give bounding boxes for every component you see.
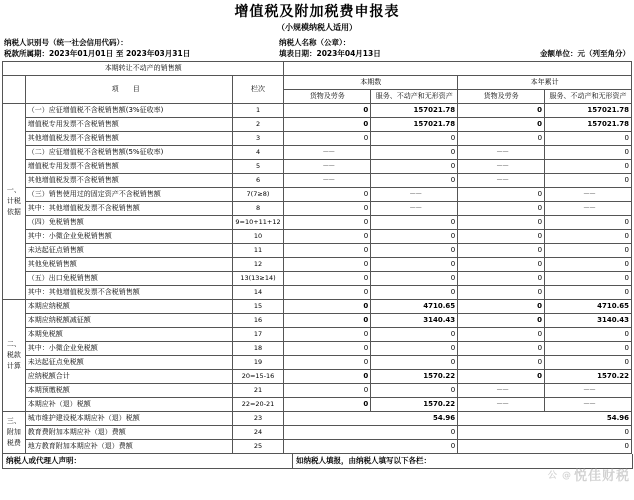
cell-goods-ytd: －－: [458, 146, 545, 160]
table-row: [3, 384, 632, 398]
cell-goods-current: 0: [284, 356, 371, 370]
cell-current-period-merged: 0: [284, 426, 458, 440]
table-row: [3, 216, 632, 230]
cell-services-current: －－: [371, 202, 458, 216]
amount-unit-label: 金额单位：元（列至角分）: [540, 49, 630, 58]
table-row: [3, 188, 632, 202]
table-row: [3, 258, 632, 272]
cell-services-current: 0: [371, 258, 458, 272]
section-label-line: 计税: [6, 197, 21, 205]
column-group-year-to-date: 本年累计: [458, 76, 632, 90]
header-section-spacer: [3, 76, 26, 104]
cell-goods-current: 0: [284, 258, 371, 272]
cell-goods-ytd: 0: [458, 286, 545, 300]
row-item-label: 本期应补（退）税额: [25, 398, 232, 412]
cell-goods-current: 0: [284, 370, 371, 384]
cell-goods-current: －－: [284, 160, 371, 174]
declaration-table: [2, 61, 632, 454]
column-header-services-ytd: 服务、不动产和无形资产: [545, 90, 632, 104]
cell-goods-ytd: 0: [458, 202, 545, 216]
row-item-label: 应纳税额合计: [25, 370, 232, 384]
row-item-label: 教育费附加本期应补（退）费额: [25, 426, 232, 440]
tax-period-label: 税款所属期：: [4, 49, 49, 58]
cell-services-ytd: 0: [545, 342, 632, 356]
row-item-label: 未达起征点销售额: [25, 244, 232, 258]
cell-goods-ytd: －－: [458, 174, 545, 188]
cell-goods-current: 0: [284, 300, 371, 314]
cell-services-current: 0: [371, 216, 458, 230]
cell-services-ytd: －－: [545, 384, 632, 398]
cell-goods-ytd: 0: [458, 342, 545, 356]
column-header-goods-current: 货物及劳务: [284, 90, 371, 104]
cell-goods-current: 0: [284, 328, 371, 342]
row-line-number: 2: [232, 118, 284, 132]
cell-services-ytd: 1570.22: [545, 370, 632, 384]
section-label-line: 税款: [6, 351, 21, 359]
row-item-label: 其中：其他增值税发票不含税销售额: [25, 202, 232, 216]
section-label-line: 依据: [6, 208, 21, 216]
table-row: [3, 426, 632, 440]
row-line-number: 15: [232, 300, 284, 314]
cell-services-current: 4710.65: [371, 300, 458, 314]
row-item-label: 本期免税额: [25, 328, 232, 342]
row-item-label: 其中：小微企业免税销售额: [25, 230, 232, 244]
footer-row: [3, 454, 633, 469]
cell-goods-current: 0: [284, 104, 371, 118]
row-item-label: （一）应征增值税不含税销售额(3%征收率): [25, 104, 232, 118]
cell-services-current: 0: [371, 146, 458, 160]
page-title: 增值税及附加税费申报表: [234, 4, 400, 20]
cell-goods-current: 0: [284, 314, 371, 328]
cell-services-ytd: 157021.78: [545, 118, 632, 132]
section-label-line: 税费: [6, 439, 21, 447]
section-label-line: 二、: [6, 340, 21, 348]
table-header-row-groups: [3, 76, 632, 90]
cell-services-ytd: 157021.78: [545, 104, 632, 118]
row-line-number: 4: [232, 146, 284, 160]
row-item-label: 本期预缴税额: [25, 384, 232, 398]
fill-date: [279, 48, 540, 59]
table-row: [3, 328, 632, 342]
cell-services-ytd: 0: [545, 272, 632, 286]
cell-services-current: 0: [371, 244, 458, 258]
cell-goods-ytd: 0: [458, 132, 545, 146]
cell-services-current: 0: [371, 286, 458, 300]
cell-services-ytd: 0: [545, 244, 632, 258]
cell-goods-ytd: 0: [458, 328, 545, 342]
row-line-number: 9=10+11+12: [232, 216, 284, 230]
row-item-label: 增值税专用发票不含税销售额: [25, 118, 232, 132]
cell-services-ytd: 3140.43: [545, 314, 632, 328]
row-item-label: 其他增值税发票不含税销售额: [25, 132, 232, 146]
row-item-label: 地方教育附加本期应补（退）费额: [25, 440, 232, 454]
cell-services-current: 0: [371, 328, 458, 342]
row-item-label: （二）应征增值税不含税销售额(5%征收率): [25, 146, 232, 160]
row-item-label: （五）出口免税销售额: [25, 272, 232, 286]
cell-goods-ytd: 0: [458, 370, 545, 384]
declaration-table-body: [3, 62, 632, 454]
cell-goods-ytd: 0: [458, 300, 545, 314]
cell-ytd-merged: 0: [458, 440, 632, 454]
row-line-number: 3: [232, 132, 284, 146]
cell-goods-current: 0: [284, 286, 371, 300]
row-item-label: （三）销售使用过的固定资产不含税销售额: [25, 188, 232, 202]
row-line-number: 23: [232, 412, 284, 426]
cell-services-current: 0: [371, 230, 458, 244]
section-label-tax-basis: [3, 104, 26, 300]
column-header-services-current: 服务、不动产和无形资产: [371, 90, 458, 104]
section-label-tax-calculation: [3, 300, 26, 412]
cell-services-current: －－: [371, 188, 458, 202]
cell-goods-ytd: 0: [458, 230, 545, 244]
column-header-line: 栏次: [232, 76, 284, 104]
cell-goods-current: 0: [284, 216, 371, 230]
table-row: [3, 160, 632, 174]
watermark-text: 悦佳财税: [573, 469, 630, 484]
row-item-label: 本期应纳税额: [25, 300, 232, 314]
row-line-number: 17: [232, 328, 284, 342]
watermark-badge: 公 @: [547, 471, 572, 481]
table-row: [3, 174, 632, 188]
cell-goods-current: 0: [284, 342, 371, 356]
column-header-goods-ytd: 货物及劳务: [458, 90, 545, 104]
table-row: [3, 146, 632, 160]
row-line-number: 21: [232, 384, 284, 398]
cell-services-ytd: 0: [545, 286, 632, 300]
table-row: [3, 230, 632, 244]
row-line-number: 20=15-16: [232, 370, 284, 384]
cell-services-ytd: 0: [545, 132, 632, 146]
cell-goods-ytd: 0: [458, 216, 545, 230]
cell-goods-current: 0: [284, 398, 371, 412]
title-block: [0, 0, 634, 34]
cell-services-ytd: 0: [545, 174, 632, 188]
cell-current-period-merged: 54.96: [284, 412, 458, 426]
row-line-number: 16: [232, 314, 284, 328]
section-label-line: 附加: [6, 428, 21, 436]
row-item-label: 本期应纳税额减征额: [25, 314, 232, 328]
table-row: [3, 342, 632, 356]
taxpayer-id-label: 纳税人识别号（统一社会信用代码）：: [4, 38, 128, 47]
row-item-label: 城市维护建设税本期应补（退）税额: [25, 412, 232, 426]
cell-goods-ytd: 0: [458, 356, 545, 370]
section-label-surcharges: [3, 412, 26, 454]
cell-goods-current: 0: [284, 132, 371, 146]
cell-services-ytd: －－: [545, 398, 632, 412]
table-row: [3, 286, 632, 300]
cell-services-ytd: 4710.65: [545, 300, 632, 314]
fill-date-label: 填表日期：: [279, 49, 317, 58]
cell-goods-ytd: 0: [458, 104, 545, 118]
row-line-number: 13(13≥14): [232, 272, 284, 286]
cell-services-current: 0: [371, 342, 458, 356]
table-row: [3, 202, 632, 216]
table-row: [3, 398, 632, 412]
row-item-label: 未达起征点免税额: [25, 356, 232, 370]
row-line-number: 12: [232, 258, 284, 272]
cell-services-current: 0: [371, 272, 458, 286]
cell-services-ytd: 0: [545, 146, 632, 160]
cell-goods-ytd: 0: [458, 258, 545, 272]
transfer-realestate-label: 本期转让不动产的销售额: [3, 62, 284, 76]
table-row: [3, 132, 632, 146]
cell-ytd-merged: 0: [458, 426, 632, 440]
row-line-number: 19: [232, 356, 284, 370]
table-row: [3, 272, 632, 286]
cell-goods-current: 0: [284, 118, 371, 132]
cell-services-current: 157021.78: [371, 118, 458, 132]
cell-goods-current: 0: [284, 202, 371, 216]
table-row: [3, 370, 632, 384]
tax-period: [4, 48, 279, 59]
row-line-number: 22=20-21: [232, 398, 284, 412]
cell-goods-current: 0: [284, 244, 371, 258]
footer-table: [2, 454, 633, 469]
row-line-number: 14: [232, 286, 284, 300]
cell-services-ytd: 0: [545, 230, 632, 244]
row-line-number: 1: [232, 104, 284, 118]
table-row: [3, 314, 632, 328]
row-item-label: 其他免税销售额: [25, 258, 232, 272]
cell-goods-current: 0: [284, 272, 371, 286]
cell-goods-current: －－: [284, 146, 371, 160]
cell-goods-current: 0: [284, 230, 371, 244]
section-label-line: 计算: [6, 362, 21, 370]
section-label-line: 一、: [6, 186, 21, 194]
cell-goods-ytd: 0: [458, 314, 545, 328]
cell-ytd-merged: 54.96: [458, 412, 632, 426]
table-row: [3, 300, 632, 314]
row-line-number: 25: [232, 440, 284, 454]
cell-goods-ytd: －－: [458, 160, 545, 174]
section-label-line: 三、: [6, 417, 21, 425]
meta-row-identity: [4, 37, 630, 48]
table-row: [3, 118, 632, 132]
row-line-number: 5: [232, 160, 284, 174]
cell-goods-ytd: 0: [458, 188, 545, 202]
cell-services-ytd: －－: [545, 202, 632, 216]
cell-goods-ytd: －－: [458, 384, 545, 398]
row-line-number: 10: [232, 230, 284, 244]
cell-goods-ytd: 0: [458, 272, 545, 286]
table-row: [3, 440, 632, 454]
row-item-label: （四）免税销售额: [25, 216, 232, 230]
taxpayer-name-label: 纳税人名称（公章）：: [279, 38, 351, 47]
cell-goods-current: －－: [284, 174, 371, 188]
cell-services-current: 0: [371, 132, 458, 146]
meta-block: [0, 37, 634, 59]
cell-services-current: 1570.22: [371, 398, 458, 412]
row-line-number: 18: [232, 342, 284, 356]
cell-services-current: 157021.78: [371, 104, 458, 118]
row-line-number: 24: [232, 426, 284, 440]
table-row-transfer-realestate: [3, 62, 632, 76]
column-group-current-period: 本期数: [284, 76, 458, 90]
row-item-label: 其中：其他增值税发票不含税销售额: [25, 286, 232, 300]
cell-services-ytd: 0: [545, 216, 632, 230]
cell-services-ytd: 0: [545, 328, 632, 342]
table-row: [3, 104, 632, 118]
cell-services-ytd: 0: [545, 258, 632, 272]
table-row: [3, 244, 632, 258]
row-line-number: 7(7≥8): [232, 188, 284, 202]
cell-services-current: 0: [371, 174, 458, 188]
row-line-number: 8: [232, 202, 284, 216]
cell-goods-ytd: 0: [458, 244, 545, 258]
cell-current-period-merged: 0: [284, 440, 458, 454]
table-row: [3, 412, 632, 426]
row-item-label: 其中：小微企业免税额: [25, 342, 232, 356]
cell-services-current: 3140.43: [371, 314, 458, 328]
cell-services-ytd: 0: [545, 160, 632, 174]
page-subtitle: （小规模纳税人适用）: [277, 23, 357, 32]
row-line-number: 11: [232, 244, 284, 258]
cell-goods-ytd: －－: [458, 398, 545, 412]
cell-services-ytd: 0: [545, 356, 632, 370]
cell-goods-current: 0: [284, 384, 371, 398]
table-row: [3, 356, 632, 370]
cell-services-current: 1570.22: [371, 370, 458, 384]
cell-services-current: 0: [371, 160, 458, 174]
cell-services-current: 0: [371, 356, 458, 370]
row-line-number: 6: [232, 174, 284, 188]
transfer-realestate-value: [284, 62, 632, 76]
agent-note: 如纳税人填报，由纳税人填写以下各栏：: [293, 454, 633, 469]
row-item-label: 增值税专用发票不含税销售额: [25, 160, 232, 174]
row-item-label: 其他增值税发票不含税销售额: [25, 174, 232, 188]
declaration-label: 纳税人或代理人声明：: [3, 454, 293, 469]
tax-period-value: 2023年01月01日 至 2023年03月31日: [49, 49, 191, 58]
cell-goods-current: 0: [284, 188, 371, 202]
fill-date-value: 2023年04月13日: [316, 49, 381, 58]
cell-services-ytd: －－: [545, 188, 632, 202]
column-header-item: 项 目: [25, 76, 232, 104]
meta-row-dates: [4, 48, 630, 59]
cell-goods-ytd: 0: [458, 118, 545, 132]
cell-services-current: 0: [371, 384, 458, 398]
